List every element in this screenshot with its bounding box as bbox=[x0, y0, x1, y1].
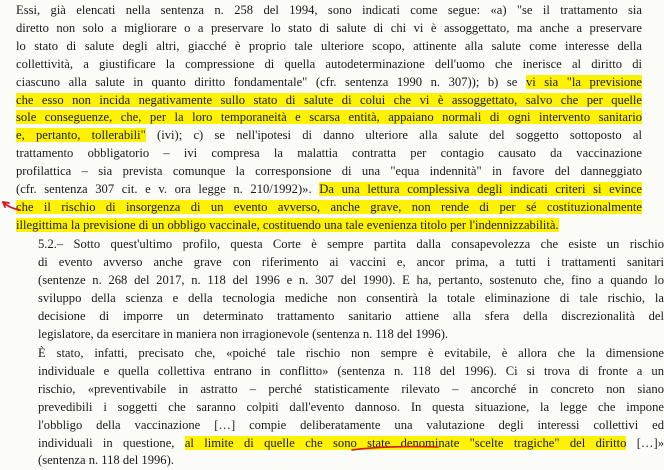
text-line bbox=[16, 2, 642, 20]
text-line bbox=[16, 181, 642, 199]
text-segment: trattamento obbligatorio – ivi compresa la malattia contratta per contagio causato da vaccinazione bbox=[16, 146, 642, 161]
highlighted-text: sole conseguenze, che, per la loro temporaneità e scarsa entità, appaiano normali di ogni intervento sanitario bbox=[16, 110, 642, 125]
text-line bbox=[38, 308, 664, 326]
text-segment: (ivi); c) se nell'ipotesi di danno ulteriore alla salute del soggetto sottoposto al bbox=[145, 128, 642, 143]
text-segment: individuale e quella collettiva entrano in conflitto» (sentenza n. 118 del 1996). Ci si trova di fronte a un bbox=[38, 363, 664, 378]
highlighted-text: che il rischio di insorgenza di un evento avverso, anche grave, non rende di per sé costituzionalmente bbox=[16, 199, 642, 214]
red-underline-annotation bbox=[350, 444, 440, 454]
text-line bbox=[38, 417, 664, 435]
text-line bbox=[38, 254, 664, 272]
text-segment: decisione di imporre un determinato trattamento sanitario attiene alla sfera della discrezionalità del bbox=[38, 308, 664, 323]
text-line bbox=[38, 326, 664, 344]
text-segment: lo stato di salute degli altri, giacché è proprio tale ulteriore scopo, attinente alla salute come interesse della bbox=[16, 38, 642, 53]
highlighted-text: e, pertanto, tollerabili" bbox=[16, 128, 146, 143]
text-line bbox=[16, 109, 642, 127]
highlighted-text: che esso non incida negativamente sullo stato di salute di colui che vi è assoggettato, salvo che per quelle bbox=[16, 92, 642, 107]
text-segment: 5.2.– Sotto quest'ultimo profilo, questa Corte è sempre partita dalla consapevolezza che esiste un rischio bbox=[38, 237, 664, 251]
text-segment: È stato, infatti, precisato che, «poiché tale rischio non sempre è evitabile, è allora che la dimensione bbox=[38, 346, 664, 360]
highlighted-text: vi sia "la previsione bbox=[525, 74, 643, 89]
text-segment: di evento avverso anche grave con riferimento ai vaccini e, ancor prima, a tutti i trattamenti sanitari bbox=[38, 254, 664, 269]
red-arrow-annotation bbox=[0, 196, 22, 216]
text-line bbox=[38, 363, 664, 381]
text-segment: diretto non solo a migliorare o a preservare lo stato di salute di chi vi è assoggettato, ma anche a preservare bbox=[16, 20, 642, 35]
text-segment: rischio, «preventivabile in astratto – perché statisticamente rilevato – ancorché in concreto non siano bbox=[38, 381, 664, 396]
text-line bbox=[16, 217, 642, 235]
paragraph-5-2 bbox=[16, 236, 664, 343]
paragraph-tragic-choices bbox=[16, 345, 664, 470]
text-line bbox=[16, 92, 642, 110]
text-line bbox=[38, 345, 664, 363]
text-line bbox=[38, 272, 664, 290]
text-line bbox=[16, 163, 642, 181]
paragraph-criteria bbox=[16, 2, 642, 235]
text-segment: legislatore, da esercitare in maniera non irragionevole (sentenza n. 118 del 1996). bbox=[38, 326, 449, 341]
text-segment: prevedibili i soggetti che saranno colpiti dall'evento dannoso. In questa situazione, la legge che impone bbox=[38, 399, 664, 414]
text-line bbox=[38, 452, 664, 470]
text-segment: individuali in questione, bbox=[38, 435, 185, 450]
text-line bbox=[16, 199, 642, 217]
text-segment: (cfr. sentenza 307 cit. e v. ora legge n. 210/1992)». bbox=[16, 182, 320, 197]
text-segment: l'obbligo della vaccinazione […] compie deliberatamente una valutazione degli interessi collettivi ed bbox=[38, 417, 664, 432]
text-segment: collettività, a giustificare la compressione di quella autodeterminazione dell'uomo che inerisce al diritto di bbox=[16, 56, 642, 71]
text-line bbox=[38, 236, 664, 254]
text-line bbox=[16, 38, 642, 56]
text-line bbox=[16, 74, 642, 92]
highlighted-text: Da una lettura complessiva degli indicati criteri si evince bbox=[319, 182, 642, 197]
text-line bbox=[16, 145, 642, 163]
text-segment: Essi, già elencati nella sentenza n. 258 del 1994, sono indicati come segue: «a) "se il trattamento sia bbox=[16, 3, 642, 17]
text-segment: ciascuno alla salute in quanto diritto fondamentale" (cfr. sentenza 1990 n. 307)); b) se bbox=[16, 74, 526, 89]
text-segment: profilattica – sia prevista comunque la corresponsione di una "equa indennità" in favore del danneggiato bbox=[16, 164, 642, 179]
text-line bbox=[16, 20, 642, 38]
text-segment: […]» bbox=[626, 435, 664, 450]
text-segment: (sentenza n. 118 del 1996). bbox=[38, 453, 174, 468]
text-line bbox=[16, 56, 642, 74]
text-line bbox=[38, 381, 664, 399]
text-line bbox=[38, 399, 664, 417]
text-segment: (sentenze n. 268 del 2017, n. 118 del 1996 e n. 307 del 1990). E ha, pertanto, sostenuto che, fino a quando lo bbox=[38, 272, 664, 287]
highlighted-text: al limite di quelle che sono state denominate "scelte tragiche" del diritto bbox=[184, 435, 627, 450]
text-line bbox=[16, 127, 642, 145]
text-line bbox=[38, 290, 664, 308]
text-segment: sviluppo della scienza e della tecnologia mediche non consentirà la totale eliminazione di tale rischio, la bbox=[38, 290, 664, 305]
highlighted-text: illegittima la previsione di un obbligo vaccinale, costituendo una tale evenienza titolo per l'indennizzabilità. bbox=[16, 217, 559, 232]
